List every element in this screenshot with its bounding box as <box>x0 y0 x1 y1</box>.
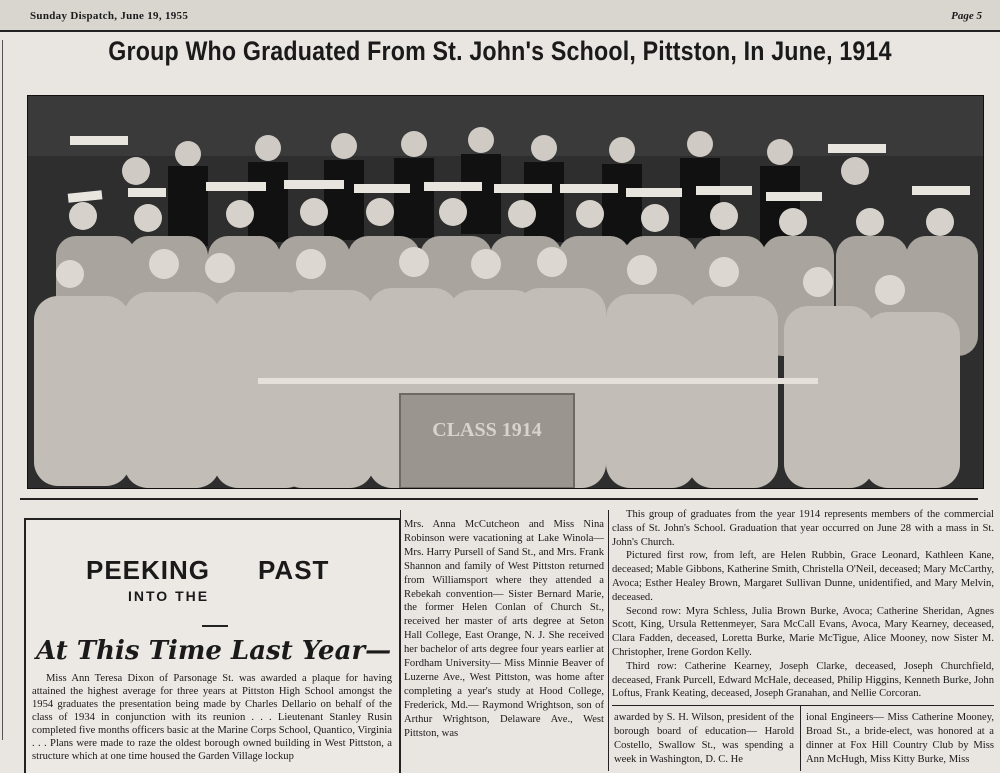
photo-headline: Group Who Graduated From St. John's School, Pittston, In June, 1914 <box>108 36 892 66</box>
column-rule-3 <box>800 706 801 771</box>
class-banner-text: CLASS 1914 <box>432 419 542 441</box>
middle-column-text: Mrs. Anna McCutcheon and Miss Nina Robinson were vacationing at Lake Winola— Mrs. Harry Pursell of Sand St., and Mrs. Frank Shannon and family of West Pittston returned from Williamsport where they attended a Rebekah convention— Sister Bernard Marie, the former Helen Conlan of Church St., received her master of arts degree at Seton Hall College, East Orange, N. J. She received her bachelor of arts degree four years earlier at Fordham University— Miss Minnie Beaver of Luzerne Ave., West Pittston, was home after completing a year's study at Hood College, Frederick, Md.— Raymond Wrightson, son of Arthur Wrightson, Delaware Ave., West Pittston, was <box>404 519 604 739</box>
column-title-peeking: PEEKING <box>86 555 211 585</box>
peeking-past-column <box>24 518 401 773</box>
caption-intro: This group of graduates from the year 1914 represents members of the commercial class of St. John's School. Graduation that year occurred on June 28 with a mass in St. John's Church. <box>612 509 994 548</box>
class-photo-illustration <box>28 96 983 488</box>
column-title-into: INTO THE <box>128 588 210 604</box>
section-divider <box>20 498 978 500</box>
paper-date: Sunday Dispatch, June 19, 1955 <box>30 10 189 22</box>
column-body <box>32 672 392 763</box>
caption-first-row: Pictured first row, from left, are Helen Rubbin, Grace Leonard, Kathleen Kane, deceased; Mable Gibbons, Katherine Smith, Christella O'Neil, deceased; Mary McCarthy, Avoca; Esther Healey Brown, Margaret Sullivan Dunne, unidentified, and Mary Melvin, deceased. <box>612 550 994 603</box>
masthead <box>0 0 1000 32</box>
page-label: Page 5 <box>951 10 982 22</box>
title-dash <box>202 625 228 627</box>
class-photo <box>27 95 984 489</box>
caption-third-row: Third row: Catherine Kearney, Joseph Clarke, deceased, Joseph Churchfield, deceased, Frank Purcell, Edward McHale, deceased, Philip Higgins, Kenneth Burke, John Loftus, Frank Keating, deceased, Joseph Granahan, and Nellie Corcoran. <box>612 660 994 700</box>
caption-divider <box>612 705 994 706</box>
photo-caption <box>612 508 994 701</box>
margin-rule <box>2 40 21 740</box>
bottom-left-column-text: awarded by S. H. Wilson, president of the borough board of education— Harold Costello, Swallow St., was spending a week in Washington, D. C. He <box>614 712 794 765</box>
column-rule-2 <box>608 510 609 771</box>
section-heading: At This Time Last Year— <box>36 636 392 666</box>
caption-second-row: Second row: Myra Schless, Julia Brown Burke, Avoca; Catherine Sheridan, Agnes Scott, King, Ursula Rettenmeyer, Sara McCall Evans, Avoca, Mary Kearney, deceased, Clara Fadden, deceased, Loretta Burke, Marie McTigue, Alice Mooney, now Sister M. Christopher, Irene Gordon Kelly. <box>612 605 994 658</box>
column-paragraph: Miss Ann Teresa Dixon of Parsonage St. was awarded a plaque for having attained the highest average for three years at Pittston High School amongst the 1954 graduates the presentation being made by Charles Dellario on behalf of the class of 1934 in conjunction with its reunion . . . Lieutenant Stanley Rusin completed five months officers basic at the Marine Corps School, Quantico, Virginia . . . Plans were made to raze the oldest borough owned building in West Pittston, a structure which at one time housed the Garden Village lockup <box>32 673 392 762</box>
bottom-right-column-text: ional Engineers— Miss Catherine Mooney, Broad St., a bride-elect, was honored at a dinner at Fox Hill Country Club by Miss Ann McHugh, Miss Kitty Burke, Miss <box>806 712 994 765</box>
column-title-past: PAST <box>258 555 330 585</box>
